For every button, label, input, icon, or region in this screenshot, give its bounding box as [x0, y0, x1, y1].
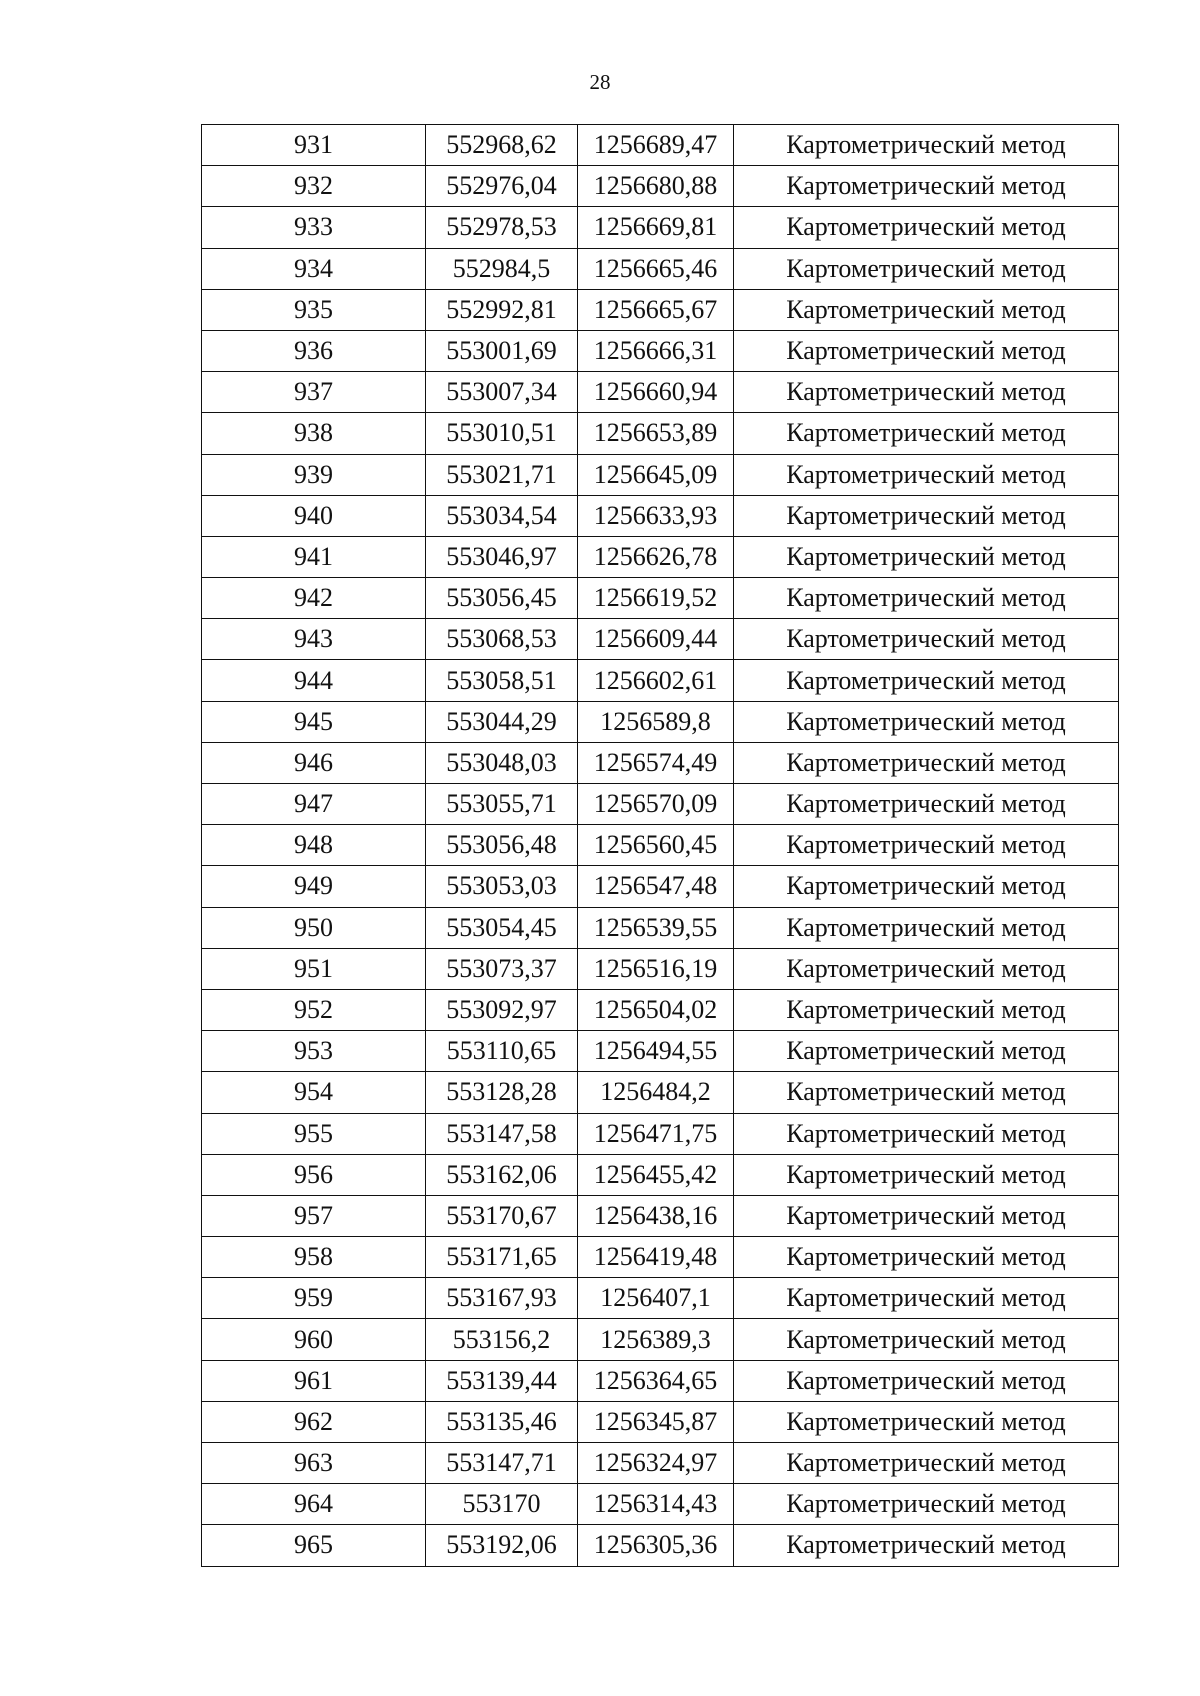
x-coordinate-cell: 553068,53 [426, 619, 578, 660]
table-row [202, 1484, 1119, 1525]
x-coordinate-cell: 552968,62 [426, 125, 578, 166]
table-row [202, 1360, 1119, 1401]
table-row [202, 1278, 1119, 1319]
point-number-cell: 957 [202, 1195, 426, 1236]
table-row [202, 1443, 1119, 1484]
table-row [202, 1237, 1119, 1278]
point-number-cell: 939 [202, 454, 426, 495]
point-number-cell: 933 [202, 207, 426, 248]
point-number-cell: 952 [202, 989, 426, 1030]
table-row [202, 413, 1119, 454]
point-number-cell: 951 [202, 948, 426, 989]
point-number-cell: 965 [202, 1525, 426, 1566]
x-coordinate-cell: 553007,34 [426, 372, 578, 413]
method-cell: Картометрический метод [734, 1443, 1119, 1484]
method-cell: Картометрический метод [734, 1154, 1119, 1195]
point-number-cell: 953 [202, 1031, 426, 1072]
y-coordinate-cell: 1256560,45 [578, 825, 734, 866]
x-coordinate-cell: 553021,71 [426, 454, 578, 495]
y-coordinate-cell: 1256570,09 [578, 784, 734, 825]
y-coordinate-cell: 1256389,3 [578, 1319, 734, 1360]
point-number-cell: 958 [202, 1237, 426, 1278]
table-row [202, 166, 1119, 207]
y-coordinate-cell: 1256653,89 [578, 413, 734, 454]
method-cell: Картометрический метод [734, 248, 1119, 289]
table-row [202, 660, 1119, 701]
coordinates-table-body [202, 125, 1119, 1567]
y-coordinate-cell: 1256471,75 [578, 1113, 734, 1154]
table-row [202, 289, 1119, 330]
y-coordinate-cell: 1256619,52 [578, 578, 734, 619]
table-row [202, 330, 1119, 371]
table-row [202, 248, 1119, 289]
point-number-cell: 948 [202, 825, 426, 866]
y-coordinate-cell: 1256484,2 [578, 1072, 734, 1113]
method-cell: Картометрический метод [734, 948, 1119, 989]
point-number-cell: 944 [202, 660, 426, 701]
method-cell: Картометрический метод [734, 1237, 1119, 1278]
point-number-cell: 950 [202, 907, 426, 948]
table-row [202, 701, 1119, 742]
x-coordinate-cell: 552978,53 [426, 207, 578, 248]
point-number-cell: 934 [202, 248, 426, 289]
y-coordinate-cell: 1256633,93 [578, 495, 734, 536]
table-row [202, 1154, 1119, 1195]
table-row [202, 536, 1119, 577]
method-cell: Картометрический метод [734, 1484, 1119, 1525]
point-number-cell: 959 [202, 1278, 426, 1319]
x-coordinate-cell: 553034,54 [426, 495, 578, 536]
x-coordinate-cell: 553048,03 [426, 742, 578, 783]
table-row [202, 1072, 1119, 1113]
x-coordinate-cell: 553053,03 [426, 866, 578, 907]
y-coordinate-cell: 1256666,31 [578, 330, 734, 371]
point-number-cell: 964 [202, 1484, 426, 1525]
table-row [202, 125, 1119, 166]
x-coordinate-cell: 553170,67 [426, 1195, 578, 1236]
y-coordinate-cell: 1256665,46 [578, 248, 734, 289]
table-row [202, 866, 1119, 907]
table-row [202, 1031, 1119, 1072]
table-row [202, 1195, 1119, 1236]
method-cell: Картометрический метод [734, 578, 1119, 619]
table-row [202, 1113, 1119, 1154]
y-coordinate-cell: 1256504,02 [578, 989, 734, 1030]
method-cell: Картометрический метод [734, 454, 1119, 495]
method-cell: Картометрический метод [734, 825, 1119, 866]
method-cell: Картометрический метод [734, 742, 1119, 783]
x-coordinate-cell: 553056,45 [426, 578, 578, 619]
x-coordinate-cell: 553171,65 [426, 1237, 578, 1278]
point-number-cell: 932 [202, 166, 426, 207]
table-row [202, 578, 1119, 619]
table-row [202, 207, 1119, 248]
table-row [202, 1319, 1119, 1360]
y-coordinate-cell: 1256324,97 [578, 1443, 734, 1484]
y-coordinate-cell: 1256345,87 [578, 1401, 734, 1442]
x-coordinate-cell: 553073,37 [426, 948, 578, 989]
point-number-cell: 954 [202, 1072, 426, 1113]
method-cell: Картометрический метод [734, 1195, 1119, 1236]
table-row [202, 1525, 1119, 1566]
x-coordinate-cell: 553156,2 [426, 1319, 578, 1360]
y-coordinate-cell: 1256609,44 [578, 619, 734, 660]
point-number-cell: 947 [202, 784, 426, 825]
point-number-cell: 949 [202, 866, 426, 907]
x-coordinate-cell: 553046,97 [426, 536, 578, 577]
method-cell: Картометрический метод [734, 1031, 1119, 1072]
method-cell: Картометрический метод [734, 660, 1119, 701]
x-coordinate-cell: 553139,44 [426, 1360, 578, 1401]
point-number-cell: 937 [202, 372, 426, 413]
table-row [202, 784, 1119, 825]
point-number-cell: 943 [202, 619, 426, 660]
point-number-cell: 938 [202, 413, 426, 454]
x-coordinate-cell: 553054,45 [426, 907, 578, 948]
x-coordinate-cell: 553056,48 [426, 825, 578, 866]
method-cell: Картометрический метод [734, 1113, 1119, 1154]
table-row [202, 825, 1119, 866]
method-cell: Картометрический метод [734, 907, 1119, 948]
table-row [202, 742, 1119, 783]
page-number: 28 [589, 70, 611, 94]
y-coordinate-cell: 1256660,94 [578, 372, 734, 413]
x-coordinate-cell: 553147,71 [426, 1443, 578, 1484]
y-coordinate-cell: 1256407,1 [578, 1278, 734, 1319]
method-cell: Картометрический метод [734, 866, 1119, 907]
method-cell: Картометрический метод [734, 536, 1119, 577]
coordinates-table [201, 124, 1119, 1567]
point-number-cell: 955 [202, 1113, 426, 1154]
method-cell: Картометрический метод [734, 1072, 1119, 1113]
method-cell: Картометрический метод [734, 125, 1119, 166]
y-coordinate-cell: 1256547,48 [578, 866, 734, 907]
point-number-cell: 931 [202, 125, 426, 166]
method-cell: Картометрический метод [734, 701, 1119, 742]
y-coordinate-cell: 1256574,49 [578, 742, 734, 783]
method-cell: Картометрический метод [734, 784, 1119, 825]
table-row [202, 907, 1119, 948]
y-coordinate-cell: 1256494,55 [578, 1031, 734, 1072]
y-coordinate-cell: 1256665,67 [578, 289, 734, 330]
point-number-cell: 936 [202, 330, 426, 371]
method-cell: Картометрический метод [734, 330, 1119, 371]
x-coordinate-cell: 553170 [426, 1484, 578, 1525]
point-number-cell: 963 [202, 1443, 426, 1484]
method-cell: Картометрический метод [734, 495, 1119, 536]
x-coordinate-cell: 553001,69 [426, 330, 578, 371]
y-coordinate-cell: 1256589,8 [578, 701, 734, 742]
x-coordinate-cell: 553058,51 [426, 660, 578, 701]
table-row [202, 948, 1119, 989]
table-row [202, 372, 1119, 413]
y-coordinate-cell: 1256626,78 [578, 536, 734, 577]
y-coordinate-cell: 1256364,65 [578, 1360, 734, 1401]
y-coordinate-cell: 1256669,81 [578, 207, 734, 248]
y-coordinate-cell: 1256680,88 [578, 166, 734, 207]
x-coordinate-cell: 553010,51 [426, 413, 578, 454]
x-coordinate-cell: 553147,58 [426, 1113, 578, 1154]
x-coordinate-cell: 552976,04 [426, 166, 578, 207]
y-coordinate-cell: 1256419,48 [578, 1237, 734, 1278]
y-coordinate-cell: 1256438,16 [578, 1195, 734, 1236]
x-coordinate-cell: 552984,5 [426, 248, 578, 289]
point-number-cell: 945 [202, 701, 426, 742]
method-cell: Картометрический метод [734, 207, 1119, 248]
table-row [202, 495, 1119, 536]
point-number-cell: 956 [202, 1154, 426, 1195]
method-cell: Картометрический метод [734, 1525, 1119, 1566]
method-cell: Картометрический метод [734, 413, 1119, 454]
point-number-cell: 941 [202, 536, 426, 577]
x-coordinate-cell: 553110,65 [426, 1031, 578, 1072]
method-cell: Картометрический метод [734, 1360, 1119, 1401]
x-coordinate-cell: 553162,06 [426, 1154, 578, 1195]
point-number-cell: 961 [202, 1360, 426, 1401]
x-coordinate-cell: 553167,93 [426, 1278, 578, 1319]
x-coordinate-cell: 552992,81 [426, 289, 578, 330]
point-number-cell: 935 [202, 289, 426, 330]
point-number-cell: 940 [202, 495, 426, 536]
method-cell: Картометрический метод [734, 1401, 1119, 1442]
y-coordinate-cell: 1256455,42 [578, 1154, 734, 1195]
x-coordinate-cell: 553192,06 [426, 1525, 578, 1566]
table-row [202, 1401, 1119, 1442]
y-coordinate-cell: 1256689,47 [578, 125, 734, 166]
x-coordinate-cell: 553044,29 [426, 701, 578, 742]
y-coordinate-cell: 1256314,43 [578, 1484, 734, 1525]
y-coordinate-cell: 1256602,61 [578, 660, 734, 701]
table-row [202, 619, 1119, 660]
x-coordinate-cell: 553092,97 [426, 989, 578, 1030]
y-coordinate-cell: 1256539,55 [578, 907, 734, 948]
x-coordinate-cell: 553055,71 [426, 784, 578, 825]
method-cell: Картометрический метод [734, 989, 1119, 1030]
method-cell: Картометрический метод [734, 1278, 1119, 1319]
point-number-cell: 946 [202, 742, 426, 783]
method-cell: Картометрический метод [734, 372, 1119, 413]
point-number-cell: 960 [202, 1319, 426, 1360]
x-coordinate-cell: 553128,28 [426, 1072, 578, 1113]
method-cell: Картометрический метод [734, 619, 1119, 660]
x-coordinate-cell: 553135,46 [426, 1401, 578, 1442]
point-number-cell: 962 [202, 1401, 426, 1442]
y-coordinate-cell: 1256305,36 [578, 1525, 734, 1566]
y-coordinate-cell: 1256516,19 [578, 948, 734, 989]
table-row [202, 454, 1119, 495]
method-cell: Картометрический метод [734, 166, 1119, 207]
method-cell: Картометрический метод [734, 1319, 1119, 1360]
y-coordinate-cell: 1256645,09 [578, 454, 734, 495]
point-number-cell: 942 [202, 578, 426, 619]
table-row [202, 989, 1119, 1030]
method-cell: Картометрический метод [734, 289, 1119, 330]
